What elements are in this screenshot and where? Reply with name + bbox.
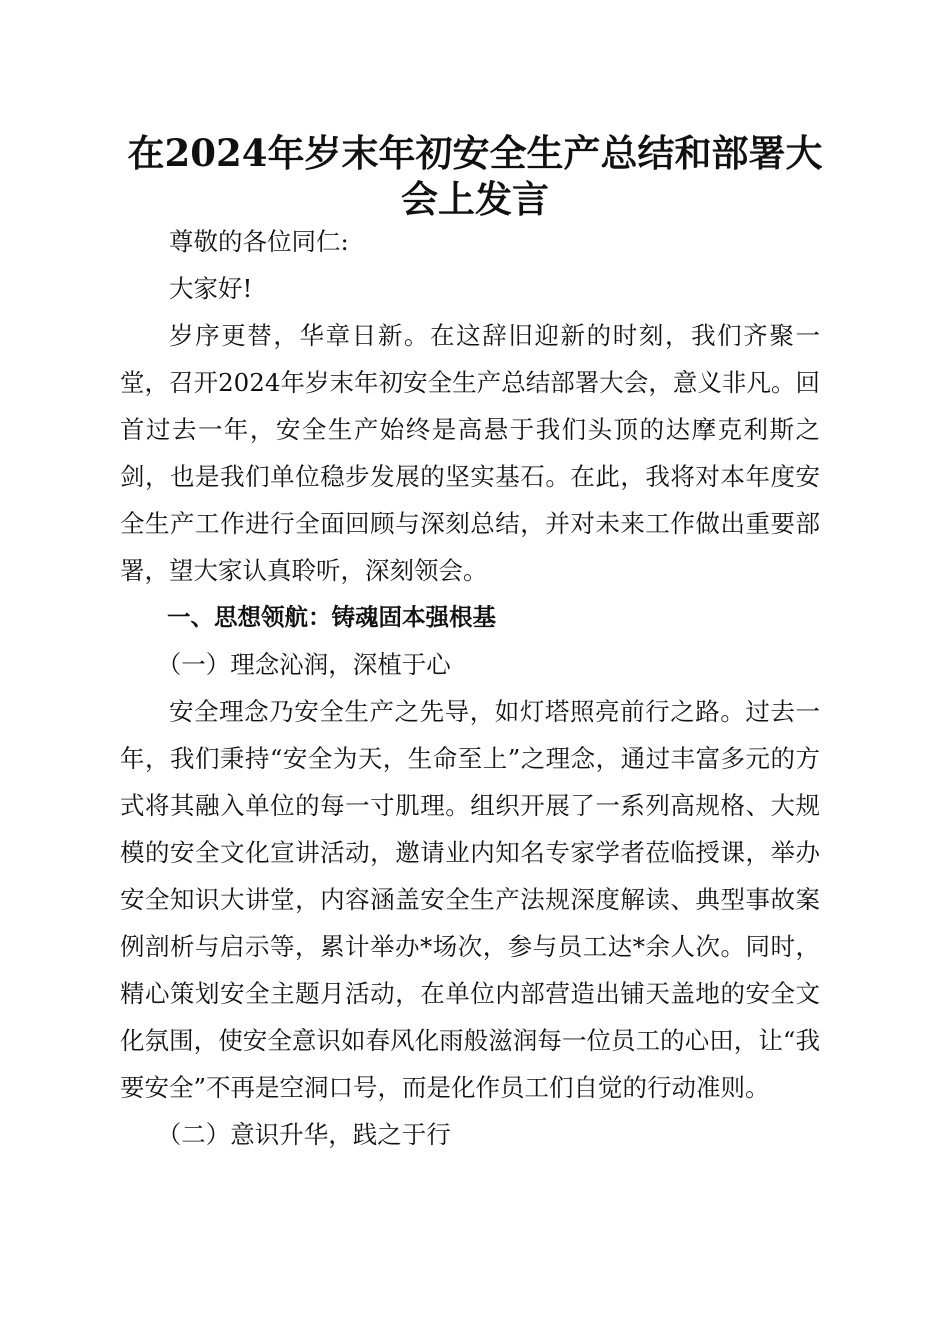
greeting: 大家好! (169, 274, 253, 303)
subsection-heading-1: （一）理念沁润，深植于心 (156, 650, 451, 679)
subsection-body-1: 安全理念乃安全生产之先导，如灯塔照亮前行之路。过去一年，我们秉持“安全为天，生命至上”之理念，通过丰富多元的方式将其融入单位的每一寸肌理。组织开展了一系列高规格、大规模的安全文化宣讲活动，邀请业内知名专家学者莅临授课，举办安全知识大讲堂，内容涵盖安全生产法规深度解读、典型事故案例剖析与启示等，累计举办*场次，参与员工达*余人次。同时，精心策划安全主题月活动，在单位内部营造出铺天盖地的安全文化氛围，使安全意识如春风化雨般滋润每一位员工的心田，让“我要安全”不再是空洞口号，而是化作员工们自觉的行动准则。 (120, 697, 820, 1102)
salutation: 尊敬的各位同仁: (169, 227, 349, 256)
intro-paragraph: 岁序更替，华章日新。在这辞旧迎新的时刻，我们齐聚一堂，召开2024年岁末年初安全生产总结部署大会，意义非凡。回首过去一年，安全生产始终是高悬于我们头顶的达摩克利斯之剑，也是我们单位稳步发展的坚实基石。在此，我将对本年度安全生产工作进行全面回顾与深刻总结，并对未来工作做出重要部署，望大家认真聆听，深刻领会。 (120, 321, 820, 585)
subsection-heading-2: （二）意识升华，践之于行 (156, 1120, 451, 1149)
document-title: 在2024年岁末年初安全生产总结和部署大会上发言 (127, 131, 823, 221)
section-heading-1: 一、思想领航：铸魂固本强根基 (167, 603, 496, 631)
document-body (120, 218, 820, 1158)
